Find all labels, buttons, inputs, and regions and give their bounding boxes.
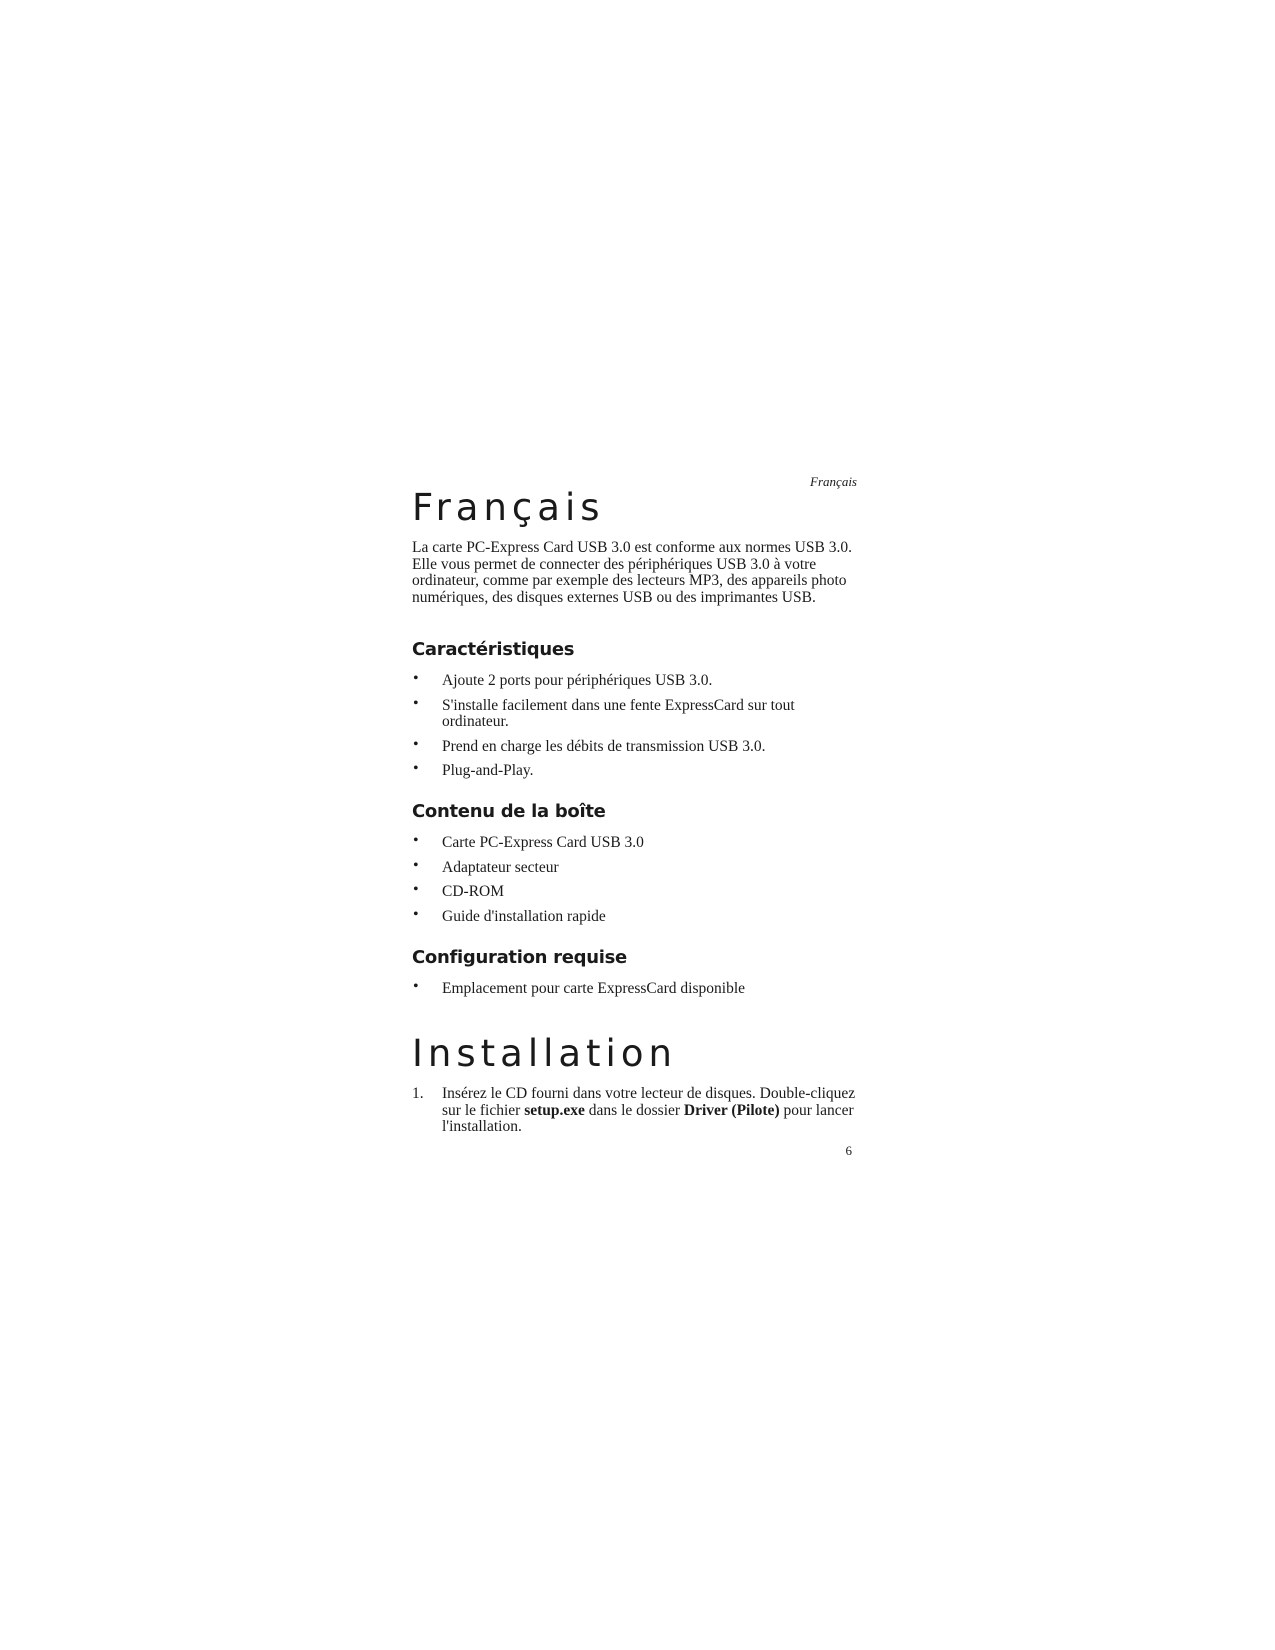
list-item-text: Prend en charge les débits de transmission USB 3.0. [442,737,766,755]
list-item-text: Ajoute 2 ports pour périphériques USB 3.0. [442,672,713,689]
bullet-icon: • [413,694,419,712]
step-text: dans le dossier [584,1101,684,1119]
list-item [412,670,857,690]
bullet-icon: • [413,735,419,753]
bullet-icon: • [413,670,419,687]
list-item-text: S'installe facilement dans une fente ExpressCard sur tout ordinateur. [442,696,795,730]
bullet-icon: • [413,905,419,923]
list-item [412,978,857,998]
list-item-text: Plug-and-Play. [442,762,534,779]
list-item [412,832,857,852]
system-requirements-list [412,978,857,998]
chapter-title: Français [412,486,605,529]
main-content [412,486,857,1135]
features-list [412,670,857,780]
list-item [412,905,857,926]
bullet-icon: • [413,832,419,849]
setup-file-name: setup.exe [524,1101,585,1119]
installation-step [412,1086,857,1136]
page-number: 6 [845,1143,852,1158]
list-item [412,881,857,901]
list-item [412,735,857,756]
list-item [412,694,857,731]
package-contents-section [412,801,857,933]
step-text: Insérez le CD fourni dans votre lecteur de disques. Double-cliquez sur le fichier [442,1085,856,1119]
list-item-text: Carte PC-Express Card USB 3.0 [442,834,644,851]
bullet-icon: • [413,881,419,898]
list-item-text: Guide d'installation rapide [442,907,606,925]
step-text: pour lancer l'installation. [442,1101,854,1135]
running-head: Français [810,474,857,489]
system-requirements-heading: Configuration requise [412,947,627,968]
list-item-text: CD-ROM [442,883,505,900]
intro-paragraph: La carte PC-Express Card USB 3.0 est conforme aux normes USB 3.0. Elle vous permet de connecter des périphériques USB 3.0 à votre ordinateur, comme par exemple des lecteurs MP3, des appareils photo numériques, des disques externes USB ou des imprimantes USB. [412,539,852,606]
step-number: 1. [412,1085,424,1102]
system-requirements-section [412,947,857,1006]
installation-steps [412,1086,857,1136]
bullet-icon: • [413,856,419,874]
list-item [412,760,857,780]
installation-section [412,1032,857,1136]
driver-folder-name: Driver (Pilote) [683,1101,780,1119]
features-heading: Caractéristiques [412,639,575,660]
features-section [412,639,857,788]
list-item-text: Emplacement pour carte ExpressCard disponible [442,980,746,997]
bullet-icon: • [413,978,419,995]
bullet-icon: • [413,760,419,777]
package-contents-list [412,832,857,925]
list-item-text: Adaptateur secteur [442,858,559,876]
installation-title: Installation [412,1032,677,1075]
package-contents-heading: Contenu de la boîte [412,801,606,822]
list-item [412,856,857,877]
